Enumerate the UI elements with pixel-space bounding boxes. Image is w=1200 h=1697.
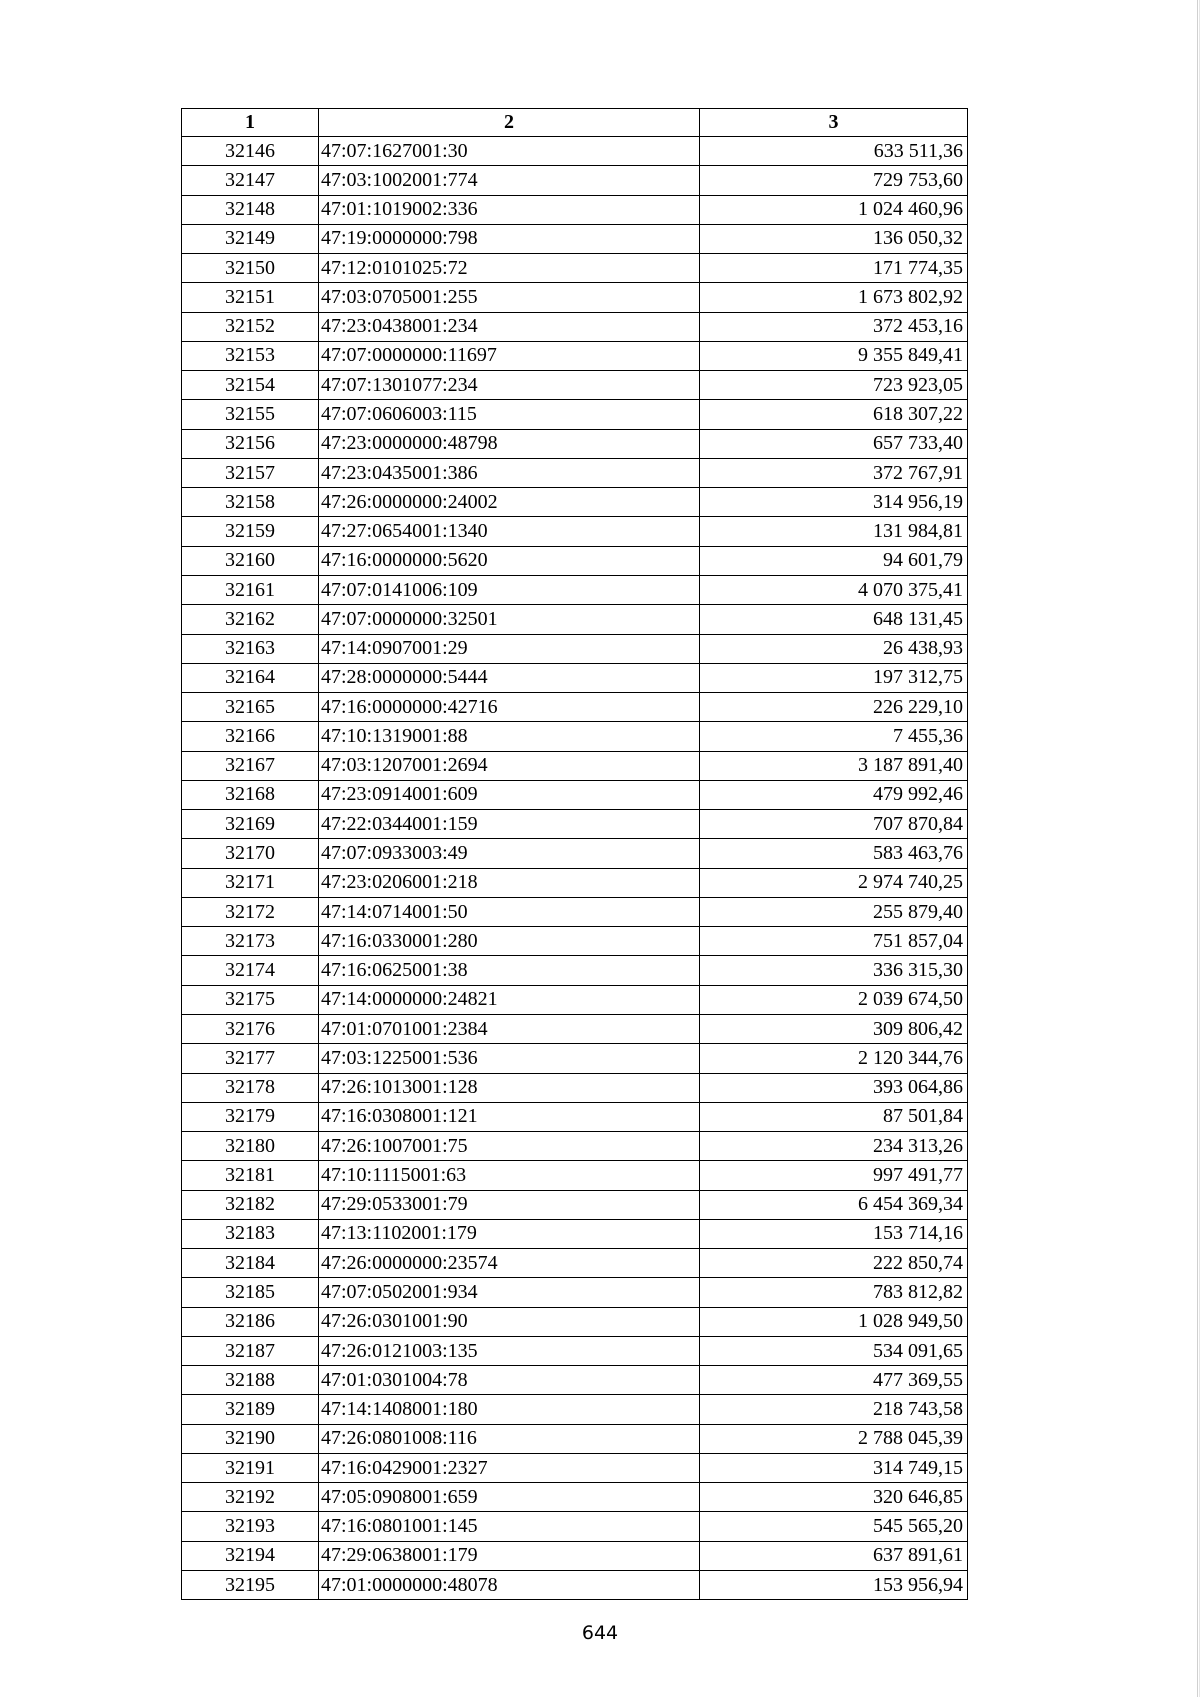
cadastral-number-cell: 47:26:0000000:23574 xyxy=(319,1249,700,1278)
row-number-cell: 32192 xyxy=(182,1483,319,1512)
cadastral-value-cell: 2 788 045,39 xyxy=(700,1424,968,1453)
cadastral-number-cell: 47:26:0301001:90 xyxy=(319,1307,700,1336)
row-number-cell: 32170 xyxy=(182,839,319,868)
row-number-cell: 32156 xyxy=(182,429,319,458)
cadastral-value-cell: 723 923,05 xyxy=(700,371,968,400)
table-row xyxy=(182,575,968,604)
cadastral-number-cell: 47:03:0705001:255 xyxy=(319,283,700,312)
table-row xyxy=(182,780,968,809)
table-row xyxy=(182,517,968,546)
cadastral-value-cell: 222 850,74 xyxy=(700,1249,968,1278)
table-row xyxy=(182,1395,968,1424)
cadastral-value-cell: 393 064,86 xyxy=(700,1073,968,1102)
table-row xyxy=(182,1219,968,1248)
table-row xyxy=(182,254,968,283)
table-row xyxy=(182,1249,968,1278)
table-row xyxy=(182,488,968,517)
cadastral-value-cell: 477 369,55 xyxy=(700,1366,968,1395)
table-row xyxy=(182,868,968,897)
cadastral-value-cell: 633 511,36 xyxy=(700,137,968,166)
table-row xyxy=(182,1102,968,1131)
row-number-cell: 32159 xyxy=(182,517,319,546)
cadastral-number-cell: 47:23:0000000:48798 xyxy=(319,429,700,458)
cadastral-value-cell: 131 984,81 xyxy=(700,517,968,546)
row-number-cell: 32167 xyxy=(182,751,319,780)
row-number-cell: 32171 xyxy=(182,868,319,897)
cadastral-value-cell: 3 187 891,40 xyxy=(700,751,968,780)
cadastral-value-cell: 314 749,15 xyxy=(700,1453,968,1482)
row-number-cell: 32183 xyxy=(182,1219,319,1248)
table-body xyxy=(182,137,968,1600)
cadastral-value-cell: 1 673 802,92 xyxy=(700,283,968,312)
cadastral-value-cell: 707 870,84 xyxy=(700,810,968,839)
cadastral-value-cell: 171 774,35 xyxy=(700,254,968,283)
cadastral-value-cell: 309 806,42 xyxy=(700,1014,968,1043)
cadastral-number-cell: 47:10:1115001:63 xyxy=(319,1161,700,1190)
cadastral-number-cell: 47:23:0914001:609 xyxy=(319,780,700,809)
row-number-cell: 32148 xyxy=(182,195,319,224)
cadastral-value-cell: 314 956,19 xyxy=(700,488,968,517)
column-header-1: 1 xyxy=(182,109,319,137)
table-row xyxy=(182,400,968,429)
table-row xyxy=(182,1424,968,1453)
cadastral-number-cell: 47:23:0438001:234 xyxy=(319,312,700,341)
cadastral-number-cell: 47:03:1002001:774 xyxy=(319,166,700,195)
table-row xyxy=(182,1571,968,1600)
column-header-3: 3 xyxy=(700,109,968,137)
cadastral-value-cell: 4 070 375,41 xyxy=(700,575,968,604)
cadastral-number-cell: 47:28:0000000:5444 xyxy=(319,663,700,692)
cadastral-number-cell: 47:26:0801008:116 xyxy=(319,1424,700,1453)
row-number-cell: 32187 xyxy=(182,1336,319,1365)
cadastral-value-cell: 197 312,75 xyxy=(700,663,968,692)
cadastral-value-cell: 336 315,30 xyxy=(700,956,968,985)
table-row xyxy=(182,927,968,956)
row-number-cell: 32155 xyxy=(182,400,319,429)
cadastral-number-cell: 47:16:0330001:280 xyxy=(319,927,700,956)
row-number-cell: 32172 xyxy=(182,897,319,926)
cadastral-number-cell: 47:07:0141006:109 xyxy=(319,575,700,604)
row-number-cell: 32164 xyxy=(182,663,319,692)
row-number-cell: 32175 xyxy=(182,985,319,1014)
table-row xyxy=(182,195,968,224)
row-number-cell: 32177 xyxy=(182,1044,319,1073)
cadastral-value-cell: 153 714,16 xyxy=(700,1219,968,1248)
cadastral-value-cell: 2 039 674,50 xyxy=(700,985,968,1014)
cadastral-value-cell: 136 050,32 xyxy=(700,224,968,253)
table-row xyxy=(182,458,968,487)
row-number-cell: 32166 xyxy=(182,722,319,751)
cadastral-number-cell: 47:22:0344001:159 xyxy=(319,810,700,839)
table-row xyxy=(182,985,968,1014)
row-number-cell: 32162 xyxy=(182,605,319,634)
cadastral-number-cell: 47:01:0301004:78 xyxy=(319,1366,700,1395)
row-number-cell: 32190 xyxy=(182,1424,319,1453)
cadastral-number-cell: 47:01:0701001:2384 xyxy=(319,1014,700,1043)
table-row xyxy=(182,663,968,692)
cadastral-number-cell: 47:07:0000000:32501 xyxy=(319,605,700,634)
cadastral-number-cell: 47:05:0908001:659 xyxy=(319,1483,700,1512)
table-row xyxy=(182,429,968,458)
row-number-cell: 32181 xyxy=(182,1161,319,1190)
row-number-cell: 32153 xyxy=(182,341,319,370)
cadastral-value-cell: 648 131,45 xyxy=(700,605,968,634)
table-row xyxy=(182,839,968,868)
table-row xyxy=(182,1336,968,1365)
column-header-2: 2 xyxy=(319,109,700,137)
table-row xyxy=(182,341,968,370)
cadastral-value-cell: 783 812,82 xyxy=(700,1278,968,1307)
cadastral-number-cell: 47:14:0714001:50 xyxy=(319,897,700,926)
table-row xyxy=(182,722,968,751)
cadastral-value-cell: 618 307,22 xyxy=(700,400,968,429)
row-number-cell: 32161 xyxy=(182,575,319,604)
cadastral-value-cell: 87 501,84 xyxy=(700,1102,968,1131)
cadastral-number-cell: 47:26:1013001:128 xyxy=(319,1073,700,1102)
table-row xyxy=(182,693,968,722)
cadastral-number-cell: 47:07:0606003:115 xyxy=(319,400,700,429)
cadastral-value-cell: 2 974 740,25 xyxy=(700,868,968,897)
table-row xyxy=(182,224,968,253)
table-row xyxy=(182,1483,968,1512)
row-number-cell: 32149 xyxy=(182,224,319,253)
cadastral-value-cell: 729 753,60 xyxy=(700,166,968,195)
cadastral-number-cell: 47:07:1627001:30 xyxy=(319,137,700,166)
row-number-cell: 32169 xyxy=(182,810,319,839)
page-edge xyxy=(1197,0,1198,1697)
cadastral-number-cell: 47:16:0801001:145 xyxy=(319,1512,700,1541)
cadastral-number-cell: 47:03:1207001:2694 xyxy=(319,751,700,780)
table-row xyxy=(182,897,968,926)
cadastral-value-cell: 479 992,46 xyxy=(700,780,968,809)
row-number-cell: 32186 xyxy=(182,1307,319,1336)
cadastral-value-cell: 372 767,91 xyxy=(700,458,968,487)
row-number-cell: 32191 xyxy=(182,1453,319,1482)
cadastral-number-cell: 47:26:0000000:24002 xyxy=(319,488,700,517)
table-row xyxy=(182,1014,968,1043)
table-row xyxy=(182,371,968,400)
cadastral-number-cell: 47:26:0121003:135 xyxy=(319,1336,700,1365)
cadastral-number-cell: 47:07:0000000:11697 xyxy=(319,341,700,370)
row-number-cell: 32160 xyxy=(182,546,319,575)
cadastral-number-cell: 47:14:0907001:29 xyxy=(319,634,700,663)
cadastral-value-table xyxy=(181,108,968,1600)
cadastral-value-cell: 997 491,77 xyxy=(700,1161,968,1190)
cadastral-value-cell: 534 091,65 xyxy=(700,1336,968,1365)
cadastral-number-cell: 47:26:1007001:75 xyxy=(319,1132,700,1161)
row-number-cell: 32189 xyxy=(182,1395,319,1424)
cadastral-number-cell: 47:23:0206001:218 xyxy=(319,868,700,897)
row-number-cell: 32174 xyxy=(182,956,319,985)
cadastral-value-cell: 2 120 344,76 xyxy=(700,1044,968,1073)
table-row xyxy=(182,810,968,839)
table-row xyxy=(182,1366,968,1395)
cadastral-number-cell: 47:03:1225001:536 xyxy=(319,1044,700,1073)
cadastral-number-cell: 47:16:0429001:2327 xyxy=(319,1453,700,1482)
cadastral-value-cell: 6 454 369,34 xyxy=(700,1190,968,1219)
cadastral-number-cell: 47:12:0101025:72 xyxy=(319,254,700,283)
row-number-cell: 32168 xyxy=(182,780,319,809)
table-row xyxy=(182,283,968,312)
cadastral-number-cell: 47:27:0654001:1340 xyxy=(319,517,700,546)
cadastral-value-cell: 9 355 849,41 xyxy=(700,341,968,370)
table-row xyxy=(182,605,968,634)
cadastral-value-cell: 372 453,16 xyxy=(700,312,968,341)
cadastral-number-cell: 47:01:1019002:336 xyxy=(319,195,700,224)
cadastral-number-cell: 47:07:0502001:934 xyxy=(319,1278,700,1307)
cadastral-number-cell: 47:29:0638001:179 xyxy=(319,1541,700,1570)
table-header xyxy=(182,109,968,137)
cadastral-value-cell: 153 956,94 xyxy=(700,1571,968,1600)
row-number-cell: 32146 xyxy=(182,137,319,166)
row-number-cell: 32195 xyxy=(182,1571,319,1600)
row-number-cell: 32179 xyxy=(182,1102,319,1131)
table-row xyxy=(182,166,968,195)
cadastral-value-cell: 637 891,61 xyxy=(700,1541,968,1570)
page-number: 644 xyxy=(581,1622,619,1644)
row-number-cell: 32147 xyxy=(182,166,319,195)
row-number-cell: 32193 xyxy=(182,1512,319,1541)
table-row xyxy=(182,1161,968,1190)
row-number-cell: 32176 xyxy=(182,1014,319,1043)
table-row xyxy=(182,1307,968,1336)
cadastral-number-cell: 47:29:0533001:79 xyxy=(319,1190,700,1219)
cadastral-number-cell: 47:19:0000000:798 xyxy=(319,224,700,253)
table-row xyxy=(182,1132,968,1161)
row-number-cell: 32151 xyxy=(182,283,319,312)
cadastral-number-cell: 47:07:1301077:234 xyxy=(319,371,700,400)
table-row xyxy=(182,312,968,341)
cadastral-value-cell: 583 463,76 xyxy=(700,839,968,868)
row-number-cell: 32194 xyxy=(182,1541,319,1570)
row-number-cell: 32158 xyxy=(182,488,319,517)
cadastral-number-cell: 47:16:0000000:5620 xyxy=(319,546,700,575)
header-row xyxy=(182,109,968,137)
table-row xyxy=(182,546,968,575)
row-number-cell: 32188 xyxy=(182,1366,319,1395)
cadastral-number-cell: 47:23:0435001:386 xyxy=(319,458,700,487)
cadastral-value-cell: 545 565,20 xyxy=(700,1512,968,1541)
cadastral-value-cell: 7 455,36 xyxy=(700,722,968,751)
cadastral-value-cell: 26 438,93 xyxy=(700,634,968,663)
cadastral-number-cell: 47:13:1102001:179 xyxy=(319,1219,700,1248)
row-number-cell: 32157 xyxy=(182,458,319,487)
cadastral-number-cell: 47:01:0000000:48078 xyxy=(319,1571,700,1600)
row-number-cell: 32178 xyxy=(182,1073,319,1102)
cadastral-number-cell: 47:16:0308001:121 xyxy=(319,1102,700,1131)
row-number-cell: 32163 xyxy=(182,634,319,663)
cadastral-value-cell: 255 879,40 xyxy=(700,897,968,926)
cadastral-number-cell: 47:14:0000000:24821 xyxy=(319,985,700,1014)
cadastral-value-cell: 657 733,40 xyxy=(700,429,968,458)
cadastral-value-cell: 234 313,26 xyxy=(700,1132,968,1161)
row-number-cell: 32150 xyxy=(182,254,319,283)
table-row xyxy=(182,1190,968,1219)
table-row xyxy=(182,1044,968,1073)
cadastral-value-cell: 218 743,58 xyxy=(700,1395,968,1424)
table-row xyxy=(182,1541,968,1570)
row-number-cell: 32185 xyxy=(182,1278,319,1307)
table-row xyxy=(182,1512,968,1541)
cadastral-value-cell: 1 024 460,96 xyxy=(700,195,968,224)
cadastral-number-cell: 47:16:0625001:38 xyxy=(319,956,700,985)
row-number-cell: 32152 xyxy=(182,312,319,341)
cadastral-value-cell: 226 229,10 xyxy=(700,693,968,722)
cadastral-number-cell: 47:07:0933003:49 xyxy=(319,839,700,868)
table-row xyxy=(182,1278,968,1307)
row-number-cell: 32173 xyxy=(182,927,319,956)
row-number-cell: 32180 xyxy=(182,1132,319,1161)
cadastral-value-cell: 94 601,79 xyxy=(700,546,968,575)
cadastral-value-cell: 1 028 949,50 xyxy=(700,1307,968,1336)
table-row xyxy=(182,137,968,166)
cadastral-value-cell: 320 646,85 xyxy=(700,1483,968,1512)
row-number-cell: 32165 xyxy=(182,693,319,722)
table-row xyxy=(182,956,968,985)
table-row xyxy=(182,751,968,780)
cadastral-value-cell: 751 857,04 xyxy=(700,927,968,956)
cadastral-number-cell: 47:14:1408001:180 xyxy=(319,1395,700,1424)
row-number-cell: 32154 xyxy=(182,371,319,400)
row-number-cell: 32184 xyxy=(182,1249,319,1278)
cadastral-number-cell: 47:10:1319001:88 xyxy=(319,722,700,751)
cadastral-number-cell: 47:16:0000000:42716 xyxy=(319,693,700,722)
table-row xyxy=(182,1453,968,1482)
row-number-cell: 32182 xyxy=(182,1190,319,1219)
table-row xyxy=(182,634,968,663)
table-row xyxy=(182,1073,968,1102)
